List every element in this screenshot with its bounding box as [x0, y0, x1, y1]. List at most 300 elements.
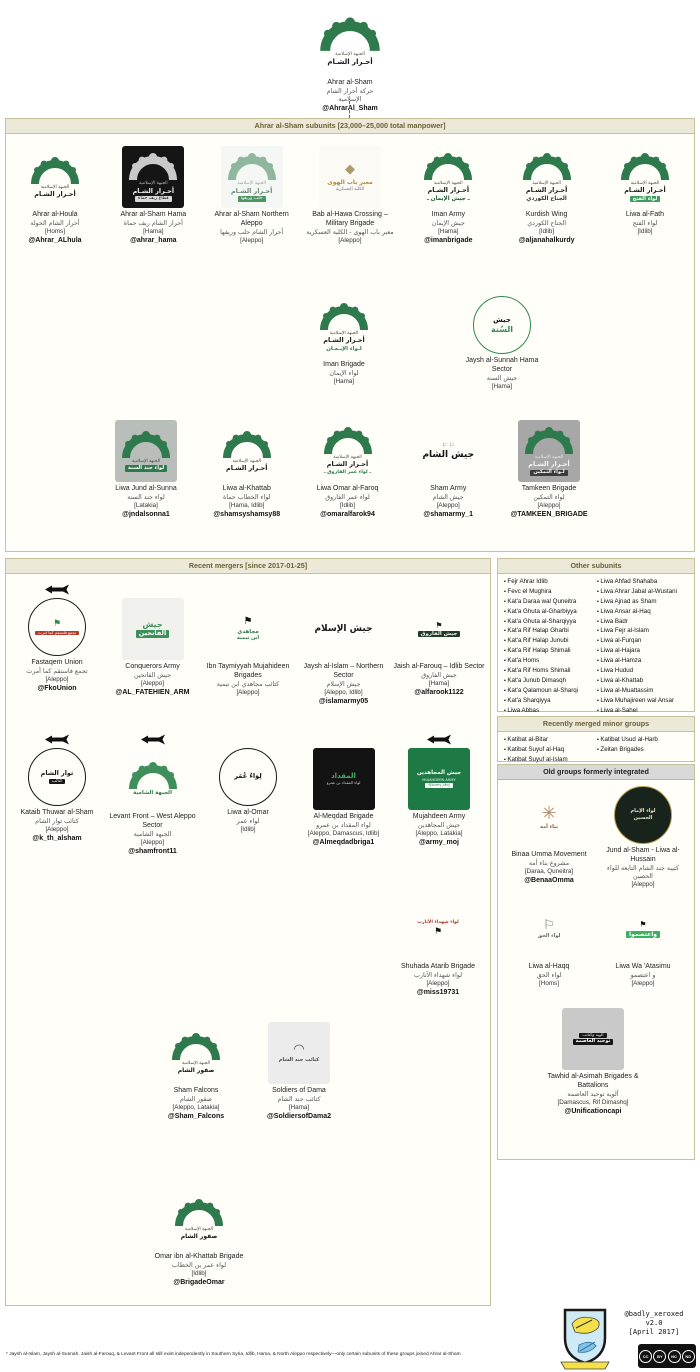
group-location: [Hama] [428, 679, 450, 687]
group-location: [Aleppo] [426, 979, 450, 987]
group-logo [122, 146, 184, 208]
other-subunits-list-right [596, 574, 689, 725]
group-logo [317, 420, 379, 482]
list-item: ▪ Liwa Hudud [596, 666, 689, 676]
list-item: ▪ Kat'a Ghuta al-Sharqiyya [503, 617, 596, 627]
list-item: ▪ Kat'a Sharqiyya [503, 696, 596, 706]
group-logo [221, 146, 283, 208]
group-name: Iman Brigade [323, 361, 365, 368]
group-name: Tamkeen Brigade [521, 485, 577, 492]
list-item: ▪ Kat'a Junub Dimasqh [503, 676, 596, 686]
cc-license-badge [638, 1344, 696, 1368]
group-card [11, 748, 103, 856]
logo-text-line: أحـرار الشـام [427, 186, 470, 195]
group-location: [Aleppo] [236, 688, 260, 696]
logo-text-line: الجبهة الإسلامية [534, 455, 564, 461]
group-name-arabic: الجبهة الشامية [133, 830, 172, 838]
missile-icon [44, 734, 70, 745]
logo-text-line: جيش المجاهدين [416, 770, 462, 777]
logo-text-line: معبر باب الهوى [327, 178, 373, 186]
group-twitter-handle: @AL_FATEHIEN_ARM [115, 689, 190, 697]
minor-groups-list-left [503, 732, 596, 765]
group-twitter-handle: @miss19731 [416, 989, 460, 997]
list-item: ▪ Katibat Usud al-Harb [596, 735, 689, 745]
logo-text-line: أحـرار الشـام [132, 186, 175, 195]
group-logo [313, 296, 375, 358]
group-twitter-handle: @Sham_Falcons [167, 1113, 225, 1121]
group-name: Tawhid al-Asimah Brigades & Battalions [547, 1073, 639, 1089]
group-card [599, 146, 691, 245]
list-item: ▪ Kat'a Rif Homs Shimali [503, 666, 596, 676]
logo-text-line: الحسين [633, 814, 653, 821]
logo-text-line: جيش [142, 619, 163, 629]
old-groups-header: Old groups formerly integrated [498, 765, 694, 780]
list-item: ▪ Liwa al-Hajara [596, 646, 689, 656]
group-name: Liwa Jund al-Sunna [115, 485, 177, 492]
group-name-arabic: كتيبة جند الشام التابعة للواء الحصين [607, 864, 679, 880]
logo-text-line: كتائب جند الشام [278, 1057, 320, 1064]
group-logo [612, 898, 674, 960]
group-name: Liwa al-Fath [625, 211, 665, 218]
cc-icon: CC [639, 1350, 652, 1363]
group-logo [308, 6, 392, 76]
group-logo [28, 598, 86, 656]
group-card [503, 786, 595, 889]
group-twitter-handle: @imanbrigade [424, 237, 473, 245]
missile-icon [426, 734, 452, 745]
group-name: Levant Front – West Aleppo Sector [109, 813, 196, 829]
list-item: ▪ Liwa al-Hamza [596, 656, 689, 666]
group-card [402, 420, 494, 519]
group-twitter-handle: @Almeqdadbriga1 [312, 839, 375, 847]
group-name-arabic: أحرار الشام حلب وريفها [220, 228, 284, 236]
group-name-arabic: جيش الفاروق [421, 671, 457, 679]
group-name-arabic: جيش السنة [486, 374, 518, 382]
group-name: Omar ibn al-Khattab Brigade [154, 1253, 244, 1260]
ahrar-arch-icon [174, 1198, 224, 1226]
group-logo [313, 748, 375, 810]
logo-text-line: ثوار الشام [40, 769, 74, 778]
logo-text-line: لـواء الإيـمـان [326, 345, 362, 352]
list-item: ▪ Liwa Ahrar Jabal al-Wustani [596, 587, 689, 597]
group-location: [Hama] [143, 227, 164, 235]
other-subunits-panel [497, 558, 695, 712]
logo-text-line: الفاتحين [136, 630, 169, 638]
list-item: ▪ Liwa Ajnad as Sham [596, 597, 689, 607]
group-card [150, 1022, 242, 1121]
logo-text-line: صقور الشام [177, 1066, 215, 1074]
list-item: ▪ Liwa al-Sahel [596, 706, 689, 716]
group-name-arabic: لواء شهداء الأتارب [413, 971, 463, 979]
logo-text-line: الجبهة الإسلامية [182, 1060, 210, 1066]
group-location: [Idlib] [191, 1269, 207, 1277]
ahrar-arch-icon [524, 426, 574, 454]
group-name-arabic: كتائب مجاهدي ابن تيمية [216, 680, 280, 688]
old-groups-row-b [503, 898, 689, 988]
group-card [100, 420, 192, 519]
group-name: Ahrar al-Sham Hama [120, 211, 187, 218]
group-location: [Aleppo] [140, 679, 165, 687]
logo-text-line: تجمع فاستقم كما أمرت [35, 631, 79, 636]
group-name: Ahrar al-Sham Northern Aleppo [214, 211, 289, 227]
logo-text-line: أحـرار الشـام [226, 463, 268, 472]
group-name-arabic: كتائب جند الشام [277, 1095, 321, 1103]
group-name-arabic: معبر باب الهوى - الكلية العسكرية [306, 228, 394, 236]
group-twitter-handle: @aljanahalkurdy [518, 237, 575, 245]
group-name-arabic: حركة أحرار الشام [326, 87, 374, 95]
ahrar-arch-icon [227, 152, 277, 180]
group-name: Conquerors Army [125, 663, 180, 670]
ahrar-arch-icon [128, 152, 178, 180]
list-item: ▪ Fejr Ahrar Idlib [503, 577, 596, 587]
logo-text-line: واعتصموا [626, 931, 660, 938]
old-groups-row-c [547, 1008, 651, 1116]
group-twitter-handle: @SoldiersofDama2 [266, 1113, 331, 1121]
logo-text-line: الجبهة الإسلامية [434, 180, 463, 186]
ahrar-arch-icon [323, 426, 373, 454]
group-logo [518, 898, 580, 960]
logo-text-line: الجبهة الإسلامية [237, 181, 266, 187]
ahrar-arch-icon [171, 1032, 221, 1060]
group-logo [219, 748, 277, 806]
group-twitter-handle: @shamarmy_1 [423, 511, 474, 519]
logo-text-line: الجبهة الإسلامية [329, 330, 359, 336]
logo-text-line: ✳ [541, 802, 557, 824]
group-card [597, 786, 689, 889]
logo-text-line: الجبهة الإسلامية [333, 455, 362, 461]
logo-text-line: السُنة [490, 324, 513, 334]
group-logo [516, 146, 578, 208]
list-item: ▪ Fevc el Mughira [503, 587, 596, 597]
logo-text-line: لـواء التمكين [530, 470, 567, 476]
logo-text-line: ـ لواء عمر الفاروق ـ [323, 470, 372, 476]
mergers-row-2-child [392, 898, 487, 997]
credit-version: v2.0 [645, 1319, 663, 1328]
group-name: Shuhada Atarib Brigade [401, 963, 475, 970]
credit-block [612, 1310, 696, 1337]
logo-text-line: ⚐ [543, 917, 555, 933]
logo-text-line: حلب وريفها [238, 196, 266, 201]
group-logo [24, 146, 86, 208]
logo-text-line: لواء شهداء الأتارب [417, 920, 459, 926]
logo-text-line: جيش الفاروق [418, 631, 461, 637]
logo-text-line: ـ جيش الإيمان ـ [426, 195, 470, 202]
credit-handle: @badly_xeroxed [624, 1310, 684, 1318]
group-name: Ahrar al-Houla [32, 211, 78, 218]
minor-groups-list-right [596, 732, 689, 765]
list-item: ▪ Liwa al-Furqan [596, 636, 689, 646]
group-name-arabic: لواء عمر [236, 817, 260, 825]
group-location: [Aleppo] [45, 675, 69, 683]
group-logo [122, 598, 184, 660]
group-location: [Daraa, Quneitra] [524, 867, 574, 875]
group-twitter-handle: @islamarmy05 [318, 697, 369, 705]
list-item: ▪ Kat'a Homs [503, 656, 596, 666]
group-logo [319, 146, 381, 208]
logo-text-line: جيش الشام [422, 449, 475, 460]
group-name: Liwa al-Haqq [528, 963, 570, 970]
group-location: [Idlib] [637, 227, 653, 235]
logo-text-line: قطاع ريف حماة [135, 196, 172, 201]
credit-date: [April 2017] [628, 1328, 680, 1337]
list-item: ▪ Kat'a Qalamoun al-Sharqi [503, 686, 596, 696]
recent-mergers-header: Recent mergers [since 2017-01-25] [6, 559, 490, 574]
logo-text-line: الجبهة الإسلامية [132, 459, 160, 465]
logo-text-line: ⚑ [639, 920, 647, 930]
list-item: ▪ Katibat Suyuf al-Islam [503, 755, 596, 765]
group-card [392, 898, 484, 997]
logo-text-line: ألوية وكتائب [579, 1033, 606, 1038]
logo-text-line: أحـرار الشـام [528, 460, 570, 469]
group-name: Kataib Thuwar al-Sham [20, 809, 94, 816]
group-logo [28, 748, 86, 806]
group-name-arabic: صقور الشام [180, 1095, 212, 1103]
group-card [597, 898, 689, 988]
list-item: ▪ Liwa al-Muattassim [596, 686, 689, 696]
logo-text-line: لواء الحق [537, 933, 561, 940]
group-name-arabic: جيش الفاتحين [133, 671, 172, 679]
group-logo [562, 1008, 624, 1070]
group-card [393, 748, 485, 856]
group-twitter-handle: @FkoUnion [37, 685, 77, 693]
group-name: Ibn Taymiyyah Mujahideen Brigades [206, 663, 290, 679]
group-name: Liwa Wa 'Atasimu [615, 963, 671, 970]
group-location: [Idlib] [339, 501, 356, 509]
group-card [402, 146, 494, 245]
logo-text-line: لواء جند السنة [125, 465, 167, 471]
group-card [107, 146, 199, 245]
logo-title: أحـرار الشـام [327, 58, 373, 67]
group-logo [614, 146, 676, 208]
group-name-arabic: مشروع بناء أمة [528, 859, 570, 867]
group-card [153, 1188, 245, 1287]
group-location: [Idlib] [240, 825, 256, 833]
old-groups-row-a [503, 786, 689, 889]
group-logo [408, 748, 470, 810]
logo-text-line: جيش [493, 315, 511, 324]
group-twitter-handle: @ahrar_hama [130, 237, 177, 245]
group-name: Liwa al-Khattab [222, 485, 271, 492]
group-name-arabic: لواء عمر بن الخطاب [171, 1261, 227, 1269]
group-twitter-handle: @shamsyshamsy88 [213, 511, 281, 519]
group-name: Mujahdeen Army [412, 813, 466, 820]
logo-text-line: MUJAHDEEN ARMY [422, 778, 456, 783]
group-logo [122, 748, 184, 810]
group-twitter-handle: @AhrarAl_Sham [322, 105, 378, 113]
group-twitter-handle: @alfarook1122 [414, 689, 464, 697]
ahrar-arch-icon [620, 152, 670, 180]
logo-text-line: الجبهة الإسلامية [185, 1226, 213, 1232]
missile-icon [140, 734, 166, 745]
list-item: ▪ Liwa al-Khattab [596, 676, 689, 686]
logo-text-line: ⚑ [435, 620, 443, 630]
group-logo [165, 1022, 227, 1084]
group-logo [417, 420, 479, 482]
list-item: ▪ Liwa Abbas [503, 706, 596, 716]
cc-nc-icon: NC [668, 1350, 681, 1363]
connector-line [349, 101, 350, 118]
ahrar-arch-icon [121, 430, 171, 458]
list-item: ▪ Liwa Ahfad Shahaba [596, 577, 689, 587]
group-location: [Aleppo, Idlib] [324, 688, 363, 696]
mergers-row-1 [11, 598, 485, 706]
group-name-arabic: تجمع فاستقم كما أمرت [26, 667, 88, 675]
minor-groups-header: Recently merged minor groups [498, 717, 694, 732]
subunits-row-3 [100, 420, 595, 519]
group-name-arabic: لواء المقداد بن عمرو [316, 821, 371, 829]
group-card [393, 598, 485, 706]
group-name: Sham Army [430, 485, 467, 492]
group-logo [407, 898, 469, 960]
group-location: [Aleppo] [140, 838, 165, 846]
group-name-arabic: جيش الإسلام [326, 680, 361, 688]
group-name-arabic: الجناح الكوردي [527, 219, 567, 227]
list-item: ▪ Liwa Fejr al-Islam [596, 626, 689, 636]
group-name: Liwa Omar al-Faroq [316, 485, 379, 492]
group-name-arabic: الإسلامية [338, 95, 362, 103]
group-name: Jaysh al-Sunnah Hama Sector [465, 357, 539, 373]
logo-text-line: الجناح الكوردي [526, 195, 567, 202]
group-location: [Aleppo] [436, 501, 460, 509]
group-name-arabic: لواء الإيمان [329, 369, 359, 377]
logo-text-line: أحـرار الشـام [624, 186, 666, 195]
mergers-row-3-child [153, 1188, 253, 1287]
group-card [107, 748, 199, 856]
logo-text-line: ⚑ [243, 615, 253, 627]
list-item: ▪ Kat'a Ghuta al-Gharbiyya [503, 607, 596, 617]
group-card [304, 146, 396, 245]
cc-by-icon: BY [653, 1350, 666, 1363]
group-card [298, 748, 390, 856]
group-twitter-handle: @BrigadeOmar [173, 1279, 225, 1287]
group-name-arabic: جيش الإيمان [431, 219, 465, 227]
group-twitter-handle: @shamfront11 [128, 847, 177, 855]
group-card [253, 1022, 345, 1121]
group-twitter-handle: @Ahrar_ALhula [28, 237, 82, 245]
logo-text-line: ⚑ [52, 618, 62, 629]
list-item: ▪ Kat'a Rif Halap Gharbi [503, 626, 596, 636]
list-item: ▪ Kat'a Rif Halap Shimali [503, 646, 596, 656]
list-item: ▪ Kat'a Daraa wal Quneitra [503, 597, 596, 607]
group-location: [Aleppo] [631, 979, 655, 987]
group-card [298, 296, 390, 391]
list-item: ▪ Katibat al-Bitar [503, 735, 596, 745]
group-logo [518, 420, 580, 482]
group-logo [115, 420, 177, 482]
group-location: [Hama] [491, 382, 513, 390]
logo-text-line: صقور الشام [180, 1232, 218, 1240]
group-twitter-handle: @k_th_alsham [32, 835, 82, 843]
group-name-arabic: لواء الحق [536, 971, 562, 979]
group-name-arabic: لواء جند السنة [127, 493, 165, 501]
group-location: [Aleppo, Latakia] [172, 1103, 220, 1111]
missile-icon [44, 584, 70, 595]
group-location: [Aleppo] [45, 825, 69, 833]
logo-text-line: ابن تيمية [236, 635, 260, 642]
group-twitter-handle: @army_moj [419, 839, 459, 847]
group-name: Sham Falcons [173, 1087, 219, 1094]
group-name: Fastaqem Union [31, 659, 83, 666]
group-name: Jaysh al-Islam – Northern Sector [303, 663, 384, 679]
parent-card [300, 6, 400, 113]
group-twitter-handle: @jndalsonna1 [122, 511, 170, 519]
group-logo [217, 598, 279, 660]
group-logo [268, 1022, 330, 1084]
other-subunits-list-left [503, 574, 596, 725]
group-location: [Hama] [438, 227, 459, 235]
footnote-text: * Jaysh al-Islam, Jaysh al-Sunnah, Jaish al-Farouq, & Levant Front all still exist independently in Southern Syria, Idlib, Hama, & North Aleppo respectively—only certain subunits of these groups joined Ahrar al-Sham [6, 1352, 461, 1357]
logo-text-line: الجبهة الشامية [133, 790, 172, 797]
group-location: [Homs] [45, 227, 65, 235]
ahrar-arch-icon [319, 16, 381, 51]
logo-text-line: أحـرار الشـام [230, 186, 273, 195]
subunits-row-2 [298, 296, 548, 391]
logo-text-line: أحـرار الشـام [525, 186, 568, 195]
logo-text-line: أحـرار الشـام [323, 336, 365, 345]
mergers-row-3 [150, 1022, 345, 1121]
logo-text-line: جيش الإسلام [314, 623, 373, 634]
group-name: Binaa Umma Movement [511, 851, 587, 858]
group-card [206, 146, 298, 245]
group-location: [Homs] [539, 979, 559, 987]
group-card [503, 898, 595, 988]
logo-text-line: ◆ [344, 162, 355, 178]
logo-text-line: الجبهة الإسلامية [232, 458, 262, 464]
list-item: ▪ Liwa Ansar al-Haq [596, 607, 689, 617]
group-location: [Idlib] [539, 227, 555, 235]
logo-text-line: الجبهة الإسلامية [40, 184, 70, 190]
group-name: Al-Meqdad Brigade [313, 813, 374, 820]
group-location: [Aleppo] [240, 236, 264, 244]
minor-groups-panel [497, 716, 695, 762]
logo-text-line: لواء المقداد بن عمرو [326, 780, 361, 786]
group-card [547, 1008, 639, 1116]
group-name-arabic: جيش الشام [432, 493, 464, 501]
logo-text-line: توحيد العاصمة [573, 1039, 614, 1045]
group-name: Kurdish Wing [525, 211, 568, 218]
logo-text-line: الكلية العسكرية [335, 186, 365, 192]
group-name: Iman Army [431, 211, 466, 218]
group-name-arabic: جيش المجاهدين [417, 821, 461, 829]
ahrar-arch-icon [522, 152, 572, 180]
logo-calligraphy: الجبهة الإسلامية [335, 51, 365, 57]
group-logo [216, 420, 278, 482]
group-location: [Hama] [333, 377, 355, 385]
group-location: [Aleppo] [537, 501, 561, 509]
group-card [202, 748, 294, 856]
logo-text-line: مجاهدي [237, 628, 259, 635]
group-name-arabic: أحرار الشام الحولة [30, 219, 80, 227]
cc-nd-icon: ND [682, 1350, 695, 1363]
group-logo [168, 1188, 230, 1250]
logo-text-line: لواء الإمام [630, 807, 656, 814]
ahrar-arch-icon [30, 156, 80, 184]
group-logo [614, 786, 672, 844]
group-twitter-handle: @Unificationcapi [564, 1107, 622, 1115]
logo-text-line: ⚐ ⚐ [441, 441, 455, 449]
group-name: Jund al-Sham - Liwa al-Hussain [606, 847, 680, 863]
group-location: [Damascus, Rif Dimashq] [557, 1098, 629, 1106]
logo-text-line: كتائب [49, 779, 66, 784]
group-card [501, 146, 593, 245]
group-card [201, 420, 293, 519]
group-name-arabic: ألوية توحيد العاصمة [567, 1090, 619, 1098]
group-twitter-handle: @TAMKEEN_BRIGADE [510, 511, 588, 519]
logo-text-line: لواء الفتح [630, 196, 661, 202]
logo-text-line: ⚑ [433, 926, 443, 937]
subunits-panel-header: Ahrar al-Sham subunits [23,000–25,000 total manpower] [6, 119, 694, 134]
list-item: ▪ Zeitan Brigades [596, 745, 689, 755]
